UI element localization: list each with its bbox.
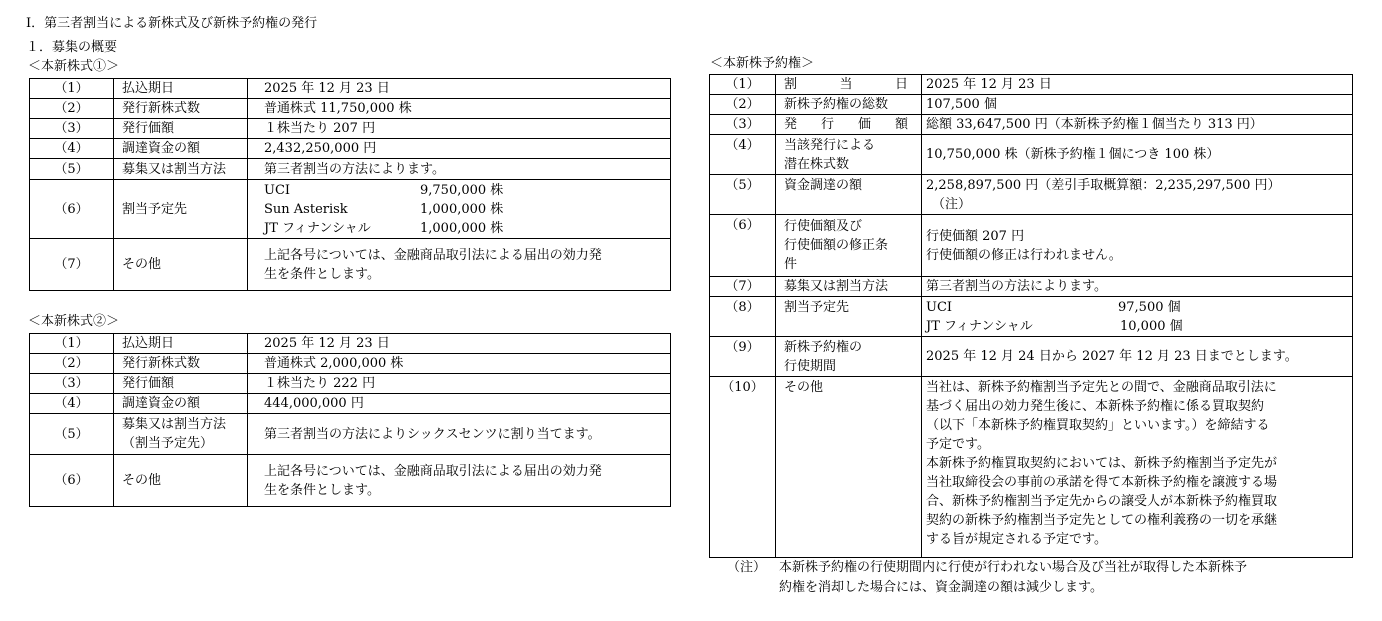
- label-char: 当: [839, 77, 853, 92]
- row-number: （9）: [710, 337, 776, 377]
- row-value: [248, 239, 671, 291]
- row-value: 総額 33,647,500 円（本新株予約権１個当たり 313 円）: [922, 115, 1353, 135]
- row-number: （3）: [30, 374, 114, 394]
- row-value: 第三者割当の方法によりシックスセンツに割り当てます。: [248, 414, 671, 455]
- row-number: （6）: [710, 215, 776, 277]
- label-char: 価: [857, 117, 871, 132]
- row-value: 10,750,000 株（新株予約権１個につき 100 株）: [922, 135, 1353, 175]
- label-line: 新株予約権の: [784, 339, 863, 355]
- allottee-entry: [264, 181, 670, 200]
- row-label: [776, 215, 922, 277]
- row-value: 第三者割当の方法によります。: [922, 277, 1353, 297]
- row-number: （5）: [30, 159, 114, 180]
- row-value: [922, 377, 1353, 558]
- allottee-name: UCI: [926, 299, 953, 315]
- row-label: 発行新株式数: [114, 99, 248, 119]
- table-row: [30, 414, 671, 455]
- row-label: 新株予約権の総数: [776, 95, 922, 115]
- allottee-entry: [926, 298, 1352, 317]
- allottee-entry: [264, 219, 670, 238]
- row-value: [922, 215, 1353, 277]
- footnote-mark: （注）: [727, 560, 767, 575]
- row-number: （4）: [30, 394, 114, 414]
- label-line: 行使価額及び: [784, 219, 863, 234]
- row-value: 2025 年 12 月 23 日: [248, 79, 671, 99]
- note-ref: （注）: [932, 196, 972, 212]
- row-number: （4）: [30, 139, 114, 159]
- table-row: [710, 175, 1353, 215]
- label-line: （割当予定先）: [122, 436, 214, 451]
- row-label: 割当予定先: [114, 180, 248, 239]
- row-label: [776, 135, 922, 175]
- row-label: 払込期日: [114, 334, 248, 354]
- table-row: [30, 374, 671, 394]
- allottee-entry: [926, 317, 1352, 336]
- table-row: [710, 337, 1353, 377]
- text-line: 2,258,897,500 円（差引手取概算額：2,235,297,500 円）: [926, 177, 1281, 193]
- allottee-name: JT フィナンシャル: [926, 318, 1033, 334]
- warrants-table: [709, 74, 1353, 558]
- row-label: 募集又は割当方法: [114, 159, 248, 180]
- table-row: [710, 115, 1353, 135]
- row-number: （6）: [30, 455, 114, 507]
- table-row: [710, 377, 1353, 558]
- allottee-entry: [264, 200, 670, 219]
- allottee-amount: 97,500 個: [1118, 299, 1181, 315]
- allottee-name: Sun Asterisk: [264, 201, 348, 217]
- table-row: [30, 99, 671, 119]
- row-label: 募集又は割当方法: [776, 277, 922, 297]
- footnote-line: 約権を消却した場合には、資金調達の額は減少します。: [779, 580, 1103, 595]
- label-char: 発: [784, 117, 798, 132]
- text-line: 契約の新株予約権割当予定先としての権利義務の一切を承継: [926, 513, 1278, 528]
- allottee-amount: 9,750,000 株: [420, 182, 504, 198]
- row-value: １株当たり 207 円: [248, 119, 671, 139]
- row-number: （7）: [30, 239, 114, 291]
- row-label: 払込期日: [114, 79, 248, 99]
- row-value: 2025 年 12 月 23 日: [248, 334, 671, 354]
- table-row: [30, 239, 671, 291]
- text-line: 生を条件とします。: [264, 482, 380, 498]
- row-number: （6）: [30, 180, 114, 239]
- allottee-name: JT フィナンシャル: [264, 220, 371, 236]
- row-label: 調達資金の額: [114, 139, 248, 159]
- row-number: （8）: [710, 297, 776, 337]
- row-number: （1）: [30, 79, 114, 99]
- allottee-name: UCI: [264, 182, 291, 198]
- row-number: （2）: [710, 95, 776, 115]
- text-line: 基づく届出の効力発生後に、本新株予約権に係る買取契約: [926, 399, 1265, 414]
- row-number: （7）: [710, 277, 776, 297]
- row-number: （4）: [710, 135, 776, 175]
- table-row: [30, 119, 671, 139]
- table-row: [30, 79, 671, 99]
- allottee-amount: 10,000 個: [1120, 318, 1183, 334]
- table-row: [30, 180, 671, 239]
- row-label: その他: [114, 455, 248, 507]
- subsection-heading: １．募集の概要: [26, 40, 118, 55]
- allottee-list: [248, 180, 671, 239]
- table-row: [30, 354, 671, 374]
- table-row: [710, 297, 1353, 337]
- table-row: [710, 277, 1353, 297]
- footnote-line: 本新株予約権の行使期間内に行使が行われない場合及び当社が取得した本新株予: [779, 560, 1248, 575]
- text-line: 上記各号については、金融商品取引法による届出の効力発: [264, 463, 602, 479]
- row-number: （2）: [30, 99, 114, 119]
- allottee-amount: 1,000,000 株: [420, 220, 504, 236]
- row-value: [248, 455, 671, 507]
- row-value: 第三者割当の方法によります。: [248, 159, 671, 180]
- text-line: 当社は、新株予約権割当予定先との間で、金融商品取引法に: [926, 380, 1277, 395]
- row-number: （5）: [710, 175, 776, 215]
- row-value: 107,500 個: [922, 95, 1353, 115]
- row-label: 割当予定先: [776, 297, 922, 337]
- table-row: [30, 394, 671, 414]
- table-row: [710, 215, 1353, 277]
- text-line: 上記各号については、金融商品取引法による届出の効力発: [264, 247, 602, 263]
- shares2-table: [29, 333, 671, 507]
- row-value: 普通株式 2,000,000 株: [248, 354, 671, 374]
- text-line: 行使価額 207 円: [926, 228, 1025, 244]
- row-label: [776, 75, 922, 95]
- row-number: （3）: [710, 115, 776, 135]
- text-line: 生を条件とします。: [264, 266, 380, 282]
- row-label: [776, 337, 922, 377]
- table-row: [30, 139, 671, 159]
- text-line: （以下「本新株予約権買取契約」といいます。）を締結する: [926, 418, 1270, 433]
- label-line: 行使期間: [784, 358, 837, 374]
- row-number: （1）: [30, 334, 114, 354]
- row-number: （1）: [710, 75, 776, 95]
- row-value: 2025 年 12 月 23 日: [922, 75, 1353, 95]
- row-value: 444,000,000 円: [248, 394, 671, 414]
- text-line: 行使価額の修正は行われません。: [926, 247, 1122, 263]
- label-char: 割: [784, 77, 798, 92]
- label-line: 潜在株式数: [784, 156, 850, 172]
- row-label: 発行価額: [114, 119, 248, 139]
- table-row: [710, 95, 1353, 115]
- table-row: [30, 455, 671, 507]
- table-row: [30, 159, 671, 180]
- text-line: 本新株予約権買取契約においては、新株予約権割当予定先が: [926, 456, 1278, 471]
- table-row: [710, 135, 1353, 175]
- row-label: その他: [114, 239, 248, 291]
- row-number: （3）: [30, 119, 114, 139]
- label-char: 行: [820, 117, 834, 132]
- text-line: 予定です。: [926, 437, 990, 452]
- text-line: する旨が規定される予定です。: [926, 532, 1107, 547]
- allottee-amount: 1,000,000 株: [420, 201, 504, 217]
- label-line: 募集又は割当方法: [122, 417, 227, 432]
- row-label: 調達資金の額: [114, 394, 248, 414]
- row-value: 2,432,250,000 円: [248, 139, 671, 159]
- section-heading: Ⅰ．第三者割当による新株式及び新株予約権の発行: [26, 16, 318, 31]
- label-char: 日: [894, 77, 908, 92]
- row-number: （2）: [30, 354, 114, 374]
- row-value: 普通株式 11,750,000 株: [248, 99, 671, 119]
- shares1-table: [29, 78, 671, 291]
- row-value: １株当たり 222 円: [248, 374, 671, 394]
- row-label: [776, 115, 922, 135]
- row-label: 資金調達の額: [776, 175, 922, 215]
- row-label: 発行新株式数: [114, 354, 248, 374]
- text-line: 合、新株予約権割当予定先からの譲受人が本新株予約権買取: [926, 494, 1278, 509]
- label-line: 件: [784, 257, 798, 272]
- row-number: （10）: [710, 377, 776, 558]
- label-line: 当該発行による: [784, 137, 876, 153]
- row-label: 発行価額: [114, 374, 248, 394]
- label-char: 額: [894, 117, 908, 132]
- warrants-caption: ＜本新株予約権＞: [710, 56, 815, 71]
- row-label: その他: [776, 377, 922, 558]
- row-label: [114, 414, 248, 455]
- row-value: [922, 175, 1353, 215]
- table-row: [710, 75, 1353, 95]
- text-line: 当社取締役会の事前の承諾を得て本新株予約権を譲渡する場: [926, 475, 1278, 490]
- shares1-caption: ＜本新株式①＞: [28, 59, 120, 74]
- table-row: [30, 334, 671, 354]
- shares2-caption: ＜本新株式②＞: [28, 314, 120, 329]
- allottee-list: [922, 297, 1353, 337]
- row-number: （5）: [30, 414, 114, 455]
- label-line: 行使価額の修正条: [784, 238, 889, 253]
- row-value: 2025 年 12 月 24 日から 2027 年 12 月 23 日までとします。: [922, 337, 1353, 377]
